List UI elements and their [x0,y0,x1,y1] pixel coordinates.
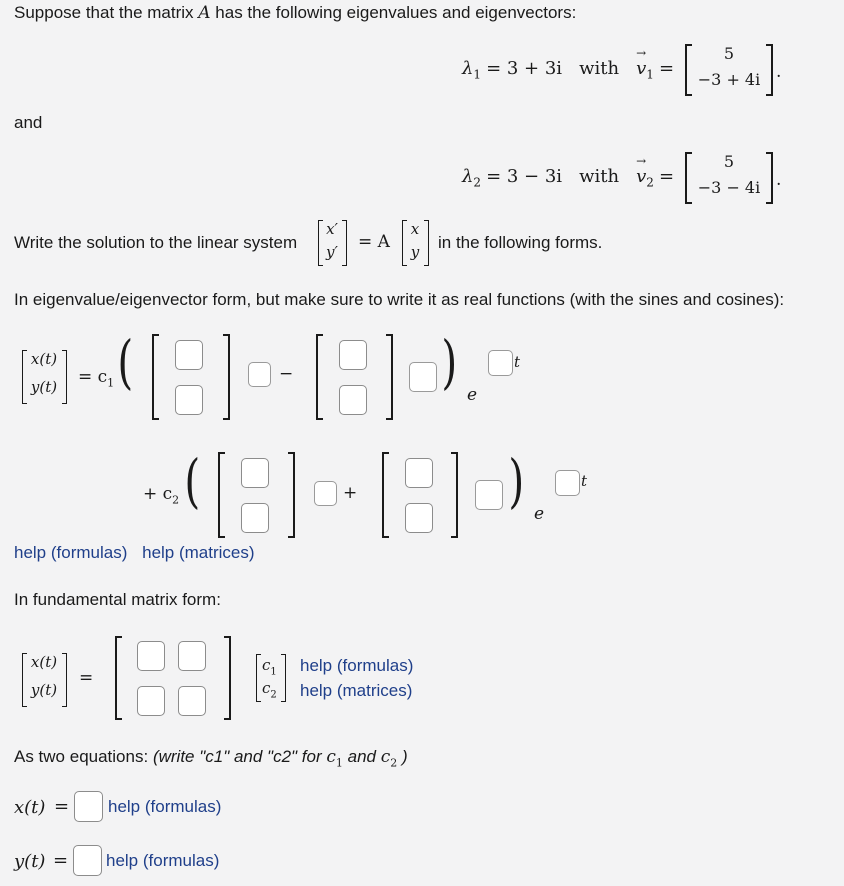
eigenvector-2-top: 5 [723,152,735,171]
t-symbol: t [514,353,521,371]
c2-sub: 2 [390,756,398,770]
help-formulas-link[interactable]: help (formulas) [108,797,222,816]
two-eq-hint: (write "c1" and "c2" for [152,747,322,766]
vector-a-right-bracket [223,334,230,420]
eigenvalue-2 [462,166,674,190]
eigen-form-instruction: In eigenvalue/eigenvector form, but make sure to write it as real functions (with the sines and cosines): [14,290,785,309]
right-paren: ) [441,328,458,396]
vector-d-bottom-input[interactable] [405,503,433,533]
e-symbol: e [467,385,478,405]
lhs-bracket-right [342,220,347,266]
exponent-1-input[interactable] [488,350,513,376]
help-matrices-link[interactable]: help (matrices) [142,543,255,562]
eigenvalue-2-value: = 3 − 3i [486,166,563,187]
eigenvector-1-right-bracket [766,44,773,96]
help-formulas-link[interactable]: help (formulas) [300,656,414,675]
c2-sub: 2 [270,689,277,701]
matrix-11-input[interactable] [137,641,165,671]
matrix-22-input[interactable] [178,686,206,716]
y-of-t: y(t) [30,681,58,699]
with-word: with [579,58,620,79]
eigenvector-symbol: → v [636,166,646,187]
eigenvector-1-top: 5 [723,44,735,63]
period: . [776,170,782,190]
system-lead-text: Write the solution to the linear system [14,233,298,252]
intro-text-after: has the following eigenvalues and eigenvectors: [215,3,577,22]
y-of-t: y(t) [30,378,58,396]
eigenvector-2-left-bracket [685,152,692,204]
eigenvector-1-left-bracket [685,44,692,96]
eigenvector-1-bottom: −3 + 4i [697,70,761,89]
close-paren: ) [402,747,408,766]
x-var: x [410,220,420,238]
vector-c-right-bracket [288,452,295,538]
lhs-bracket-right [62,653,67,707]
exponent-2-input[interactable] [555,470,580,496]
t-symbol: t [581,472,588,490]
lambda-symbol: λ [462,166,474,187]
help-matrices-link[interactable]: help (matrices) [300,681,413,700]
plus-sign: + [343,483,358,503]
y-var: y [410,243,420,261]
vector-d-top-input[interactable] [405,458,433,488]
c-symbol: c [262,656,271,674]
x-equation-input[interactable] [74,791,103,822]
matrix-21-input[interactable] [137,686,165,716]
fundamental-form-label: In fundamental matrix form: [14,590,221,609]
c2-sub: 2 [172,493,180,507]
help-formulas-link[interactable]: help (formulas) [14,543,128,562]
help-formulas-link[interactable]: help (formulas) [106,851,220,870]
vector-a-bottom-input[interactable] [175,385,203,415]
trig-a-input[interactable] [248,362,271,387]
equals-a: = A [358,232,390,252]
y-equation-input[interactable] [73,845,102,876]
trig-d-input[interactable] [475,480,503,510]
c-symbol: c [380,747,391,767]
intro-line [14,3,576,23]
plus-c: + c [143,484,173,504]
eigenvalue-1 [462,58,674,82]
equals-c: = c [78,367,108,387]
lambda-symbol: λ [462,58,474,79]
minus-sign: − [279,364,294,384]
c-vector-right-bracket [281,654,286,702]
c1-sub: 1 [335,756,343,770]
matrix-12-input[interactable] [178,641,206,671]
vector-b-bottom-input[interactable] [339,385,367,415]
system-tail-text: in the following forms. [438,233,603,252]
and-word: and [347,747,377,766]
trig-c-input[interactable] [314,481,337,506]
x-prime: x′ [326,220,338,238]
fundamental-matrix-left-bracket [115,636,122,720]
matrix-symbol: A [198,3,211,23]
eigenvector-symbol: → v [636,58,646,79]
lambda-sub: 2 [473,175,482,190]
vector-b-left-bracket [316,334,323,420]
eigenvector-2-right-bracket [766,152,773,204]
c-symbol: c [262,679,271,697]
with-word: with [579,166,620,187]
vector-c-top-input[interactable] [241,458,269,488]
eigenvector-sub: 2 [646,175,654,190]
eigenvector-2-bottom: −3 − 4i [697,178,761,197]
eigenvector-sub: 1 [646,67,654,82]
c-vector-left-bracket [256,654,261,702]
equals-sign: = [54,796,70,817]
y-prime: y′ [326,243,338,261]
c1-sub: 1 [107,376,115,390]
two-equations-label [14,747,408,769]
trig-b-input[interactable] [409,362,437,392]
and-text: and [14,113,43,132]
y-of-t: y(t) [14,851,46,872]
period: . [776,62,782,82]
vector-d-left-bracket [382,452,389,538]
x-of-t: x(t) [30,653,58,671]
x-of-t: x(t) [30,350,58,368]
intro-text: Suppose that the matrix [14,3,194,22]
vector-c-bottom-input[interactable] [241,503,269,533]
vector-a-left-bracket [152,334,159,420]
equals-sign: = [79,668,94,688]
rhs-bracket-right [424,220,429,266]
vector-b-right-bracket [386,334,393,420]
c1-sub: 1 [270,666,277,678]
lambda-sub: 1 [473,67,482,82]
equals-sign: = [658,58,675,79]
left-paren: ( [117,328,134,396]
vector-d-right-bracket [451,452,458,538]
vector-a-top-input[interactable] [175,340,203,370]
vector-b-top-input[interactable] [339,340,367,370]
eigenvalue-1-value: = 3 + 3i [486,58,563,79]
e-symbol: e [534,504,545,524]
fundamental-matrix-right-bracket [224,636,231,720]
left-paren: ( [184,447,201,515]
x-of-t: x(t) [14,797,46,818]
vector-c-left-bracket [218,452,225,538]
equals-sign: = [658,166,675,187]
lhs-bracket-right [62,350,67,404]
right-paren: ) [508,447,525,515]
c-symbol: c [326,747,336,767]
two-eq-label-text: As two equations: [14,747,149,766]
equals-sign: = [53,850,69,871]
